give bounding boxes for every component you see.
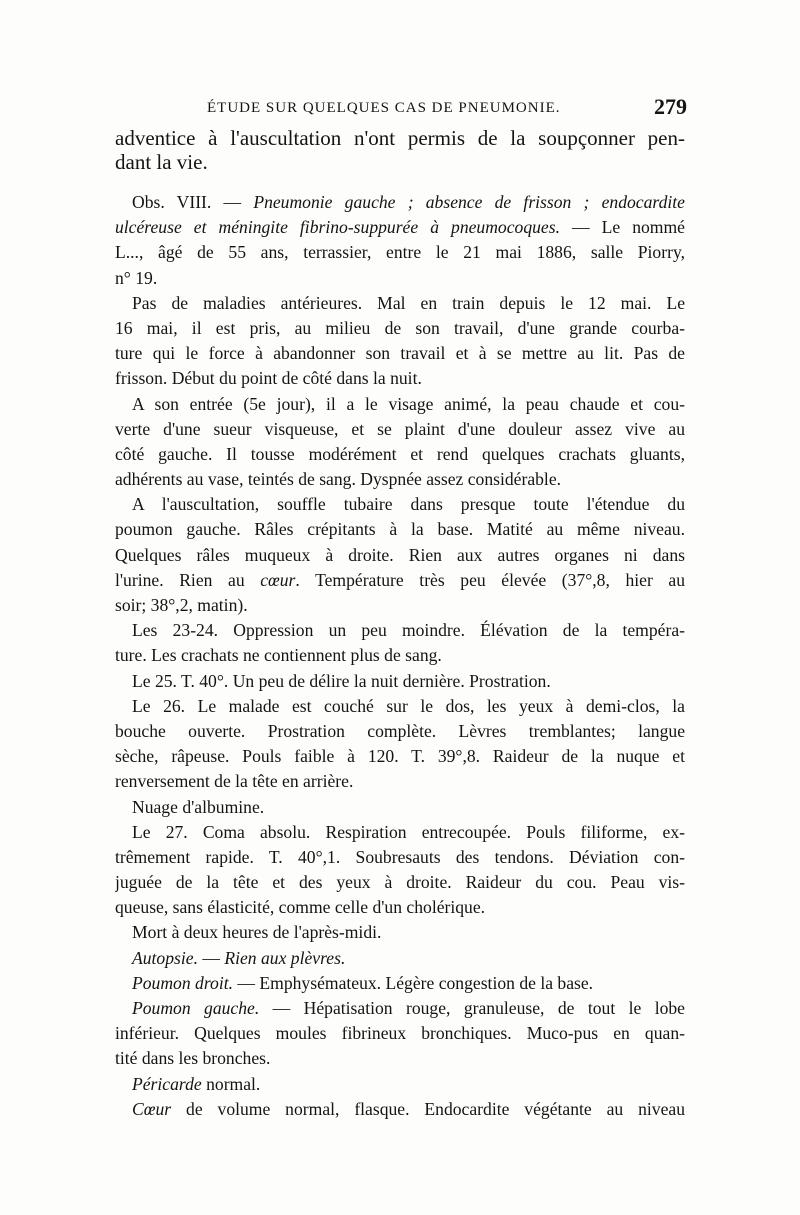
text-fragment: — Hépatisation rouge, granuleuse, de tout le lobe xyxy=(259,998,685,1018)
text-fragment: — Le nommé xyxy=(559,217,685,238)
text-line xyxy=(115,971,685,996)
page-header xyxy=(115,96,685,126)
text-fragment: normal. xyxy=(201,1073,261,1094)
text-fragment: — xyxy=(197,947,225,968)
text-line: soir; 38°,2, matin). xyxy=(115,595,248,615)
text-fragment: l'urine. Rien au xyxy=(115,569,261,590)
text-fragment: — Emphysémateux. Légère congestion de la base. xyxy=(233,972,594,993)
text-line: frisson. Début du point de côté dans la nuit. xyxy=(115,368,422,389)
text-line: queuse, sans élasticité, comme celle d'un cholérique. xyxy=(115,897,486,918)
text-line: sèche, râpeuse. Pouls faible à 120. T. 39°,8. Raideur de la nuque et xyxy=(115,746,685,767)
section-label: Poumon gauche. xyxy=(132,998,260,1018)
text-line: poumon gauche. Râles crépitants à la base. Matité au même niveau. xyxy=(115,519,685,540)
text-line: 16 mai, il est pris, au milieu de son travail, d'une grande courba- xyxy=(115,317,685,338)
text-line: bouche ouverte. Prostration complète. Lèvres tremblantes; langue xyxy=(115,720,685,741)
text-line: juguée de la tête et des yeux à droite. Raideur du cou. Peau vis- xyxy=(115,872,685,893)
text-line: A son entrée (5e jour), il a le visage animé, la peau chaude et cou- xyxy=(132,393,685,414)
text-line: Le 25. T. 40°. Un peu de délire la nuit dernière. Prostration. xyxy=(132,670,551,691)
observation-title: Pneumonie gauche ; absence de frisson ; endocardite xyxy=(253,192,685,212)
text-line: ture. Les crachats ne contiennent plus de sang. xyxy=(115,645,442,666)
text-line: inférieur. Quelques moules fibrineux bronchiques. Muco-pus en quan- xyxy=(115,1023,685,1044)
text-line xyxy=(115,568,685,593)
text-line: n° 19. xyxy=(115,267,158,288)
text-line: ture qui le force à abandonner son travail et à se mettre au lit. Pas de xyxy=(115,343,685,364)
text-fragment: . Température très peu élevée (37°,8, hier au xyxy=(295,569,685,590)
text-fragment-italic: Rien aux plèvres. xyxy=(224,947,346,968)
text-line: Le 26. Le malade est couché sur le dos, les yeux à demi-clos, la xyxy=(132,695,685,716)
text-line: côté gauche. Il tousse modérément et rend quelques crachats gluants, xyxy=(115,443,685,464)
observation-heading xyxy=(115,190,685,215)
text-fragment: de volume normal, flasque. Endocardite végétante au niveau xyxy=(171,1098,685,1119)
observation-label: Obs. VIII. — xyxy=(132,192,254,212)
text-line: Pas de maladies antérieures. Mal en train depuis le 12 mai. Le xyxy=(132,292,685,313)
text-line: Le 27. Coma absolu. Respiration entrecoupée. Pouls filiforme, ex- xyxy=(132,821,685,842)
autopsy-heading xyxy=(115,946,685,971)
text-line xyxy=(115,1097,685,1122)
text-line: L..., âgé de 55 ans, terrassier, entre le 21 mai 1886, salle Piorry, xyxy=(115,242,685,263)
text-line xyxy=(115,1072,685,1097)
text-line: Quelques râles muqueux à droite. Rien aux autres organes ni dans xyxy=(115,544,685,565)
section-label: Autopsie. xyxy=(132,947,198,968)
section-label: Péricarde xyxy=(132,1073,202,1094)
observation-title: ulcéreuse et méningite fibrino-suppurée à pneumocoques. xyxy=(115,217,560,238)
text-line: verte d'une sueur visqueuse, et se plaint d'une douleur assez vive au xyxy=(115,418,685,439)
text-line: Les 23-24. Oppression un peu moindre. Élévation de la tempéra- xyxy=(132,620,685,641)
page-body xyxy=(115,126,685,1122)
observation-heading-cont xyxy=(115,215,685,240)
section-label: Poumon droit. xyxy=(132,972,234,993)
text-line: tité dans les bronches. xyxy=(115,1048,271,1069)
text-fragment-italic: cœur xyxy=(260,569,296,590)
text-line xyxy=(115,996,685,1021)
text-line: A l'auscultation, souffle tubaire dans presque toute l'étendue du xyxy=(132,494,685,515)
page-number: 279 xyxy=(654,94,687,119)
section-label: Cœur xyxy=(132,1098,172,1119)
text-line: trêmement rapide. T. 40°,1. Soubresauts des tendons. Déviation con- xyxy=(115,846,685,867)
text-line: renversement de la tête en arrière. xyxy=(115,771,354,792)
running-title: ÉTUDE SUR QUELQUES CAS DE PNEUMONIE. xyxy=(207,100,561,116)
text-line: dant la vie. xyxy=(115,150,208,174)
text-line: adhérents au vase, teintés de sang. Dyspnée assez considérable. xyxy=(115,469,562,490)
text-line: Mort à deux heures de l'après-midi. xyxy=(132,922,382,943)
text-line: adventice à l'auscultation n'ont permis de la soupçonner pen- xyxy=(115,126,685,150)
text-line: Nuage d'albumine. xyxy=(132,796,265,817)
